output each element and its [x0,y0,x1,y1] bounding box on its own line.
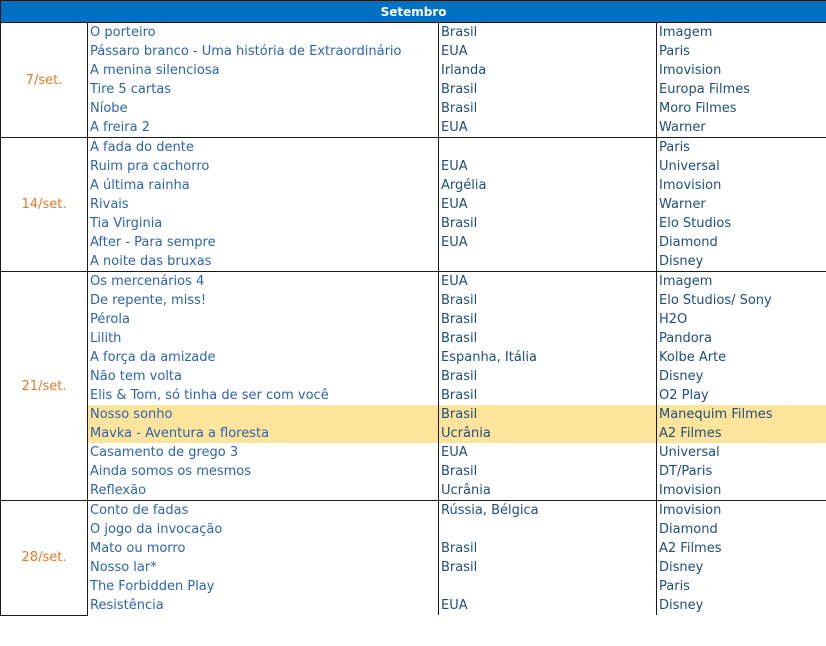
film-title-cell: O porteiro [88,23,439,43]
film-title-cell: Elis & Tom, só tinha de ser com você [88,386,439,405]
film-title-cell: Os mercenários 4 [88,272,439,292]
country-cell [439,577,657,596]
release-date-cell: 21/set. [1,272,88,501]
country-cell: Brasil [439,99,657,118]
distributor-cell: H2O [657,310,826,329]
film-title-cell: Não tem volta [88,367,439,386]
table-row [1,233,826,252]
distributor-cell: Europa Filmes [657,80,826,99]
country-cell: Brasil [439,310,657,329]
table-row [1,577,826,596]
month-header-row [1,1,826,23]
table-row [1,195,826,214]
country-cell: Brasil [439,386,657,405]
country-cell: Brasil [439,291,657,310]
country-cell: Brasil [439,214,657,233]
film-title-cell: Ruim pra cachorro [88,157,439,176]
film-title-cell: Tia Virginia [88,214,439,233]
film-title-cell: Mato ou morro [88,539,439,558]
film-title-cell: Nosso lar* [88,558,439,577]
country-cell: Brasil [439,23,657,43]
country-cell: Brasil [439,329,657,348]
distributor-cell: Universal [657,157,826,176]
distributor-cell: Paris [657,577,826,596]
film-title-cell: Mavka - Aventura a floresta [88,424,439,443]
country-cell: EUA [439,233,657,252]
country-cell: EUA [439,195,657,214]
table-row [1,214,826,233]
country-cell: EUA [439,272,657,292]
table-row [1,99,826,118]
country-cell: Brasil [439,405,657,424]
country-cell: EUA [439,596,657,615]
country-cell: EUA [439,118,657,138]
distributor-cell: Imovision [657,481,826,501]
film-title-cell: Lilith [88,329,439,348]
distributor-cell: Kolbe Arte [657,348,826,367]
country-cell: Brasil [439,367,657,386]
country-cell: Brasil [439,80,657,99]
distributor-cell: Pandora [657,329,826,348]
distributor-cell: Imovision [657,61,826,80]
film-title-cell: Pássaro branco - Uma história de Extraordinário [88,42,439,61]
country-cell: EUA [439,42,657,61]
table-row [1,405,826,424]
country-cell: Brasil [439,539,657,558]
film-title-cell: Resistência [88,596,439,615]
table-row [1,520,826,539]
table-row [1,176,826,195]
country-cell: Ucrânia [439,481,657,501]
film-title-cell: A menina silenciosa [88,61,439,80]
distributor-cell: Paris [657,138,826,158]
distributor-cell: Imagem [657,23,826,43]
distributor-cell: A2 Filmes [657,539,826,558]
film-title-cell: A força da amizade [88,348,439,367]
month-header: Setembro [1,1,826,23]
country-cell [439,520,657,539]
country-cell: Ucrânia [439,424,657,443]
country-cell: Irlanda [439,61,657,80]
film-title-cell: Casamento de grego 3 [88,443,439,462]
film-title-cell: Nosso sonho [88,405,439,424]
film-title-cell: A fada do dente [88,138,439,158]
table-row [1,42,826,61]
film-title-cell: Rivais [88,195,439,214]
distributor-cell: Manequim Filmes [657,405,826,424]
distributor-cell: Paris [657,42,826,61]
release-date-cell: 14/set. [1,138,88,272]
distributor-cell: Warner [657,195,826,214]
schedule-body [1,23,826,616]
film-title-cell: The Forbidden Play [88,577,439,596]
distributor-cell: Elo Studios [657,214,826,233]
distributor-cell: Universal [657,443,826,462]
film-title-cell: After - Para sempre [88,233,439,252]
table-row [1,539,826,558]
country-cell: Rússia, Bélgica [439,501,657,521]
table-row [1,291,826,310]
table-row [1,367,826,386]
table-row [1,61,826,80]
film-title-cell: Níobe [88,99,439,118]
distributor-cell: Disney [657,367,826,386]
film-title-cell: O jogo da invocação [88,520,439,539]
distributor-cell: Warner [657,118,826,138]
distributor-cell: DT/Paris [657,462,826,481]
film-title-cell: De repente, miss! [88,291,439,310]
film-title-cell: Reflexão [88,481,439,501]
film-title-cell: A última rainha [88,176,439,195]
table-row [1,329,826,348]
table-row [1,80,826,99]
distributor-cell: Imovision [657,501,826,521]
distributor-cell: Moro Filmes [657,99,826,118]
distributor-cell: Imovision [657,176,826,195]
distributor-cell: Disney [657,558,826,577]
film-title-cell: Pérola [88,310,439,329]
country-cell: Argélia [439,176,657,195]
country-cell [439,138,657,158]
film-title-cell: Conto de fadas [88,501,439,521]
table-row [1,310,826,329]
film-title-cell: A freira 2 [88,118,439,138]
film-title-cell: Tire 5 cartas [88,80,439,99]
distributor-cell: Disney [657,596,826,615]
table-row [1,424,826,443]
film-title-cell: A noite das bruxas [88,252,439,272]
table-row [1,462,826,481]
table-row [1,558,826,577]
distributor-cell: Diamond [657,233,826,252]
table-row [1,118,826,138]
distributor-cell: O2 Play [657,386,826,405]
table-row [1,348,826,367]
table-row [1,481,826,501]
table-row [1,138,826,158]
table-row [1,252,826,272]
country-cell: EUA [439,443,657,462]
table-row [1,386,826,405]
table-row [1,501,826,521]
film-title-cell: Ainda somos os mesmos [88,462,439,481]
distributor-cell: Diamond [657,520,826,539]
country-cell: Brasil [439,558,657,577]
distributor-cell: Elo Studios/ Sony [657,291,826,310]
table-row [1,23,826,43]
distributor-cell: A2 Filmes [657,424,826,443]
distributor-cell: Disney [657,252,826,272]
release-date-cell: 28/set. [1,501,88,616]
table-row [1,157,826,176]
table-row [1,596,826,615]
country-cell: Espanha, Itália [439,348,657,367]
country-cell [439,252,657,272]
release-date-cell: 7/set. [1,23,88,138]
table-row [1,443,826,462]
table-row [1,272,826,292]
distributor-cell: Imagem [657,272,826,292]
country-cell: Brasil [439,462,657,481]
country-cell: EUA [439,157,657,176]
